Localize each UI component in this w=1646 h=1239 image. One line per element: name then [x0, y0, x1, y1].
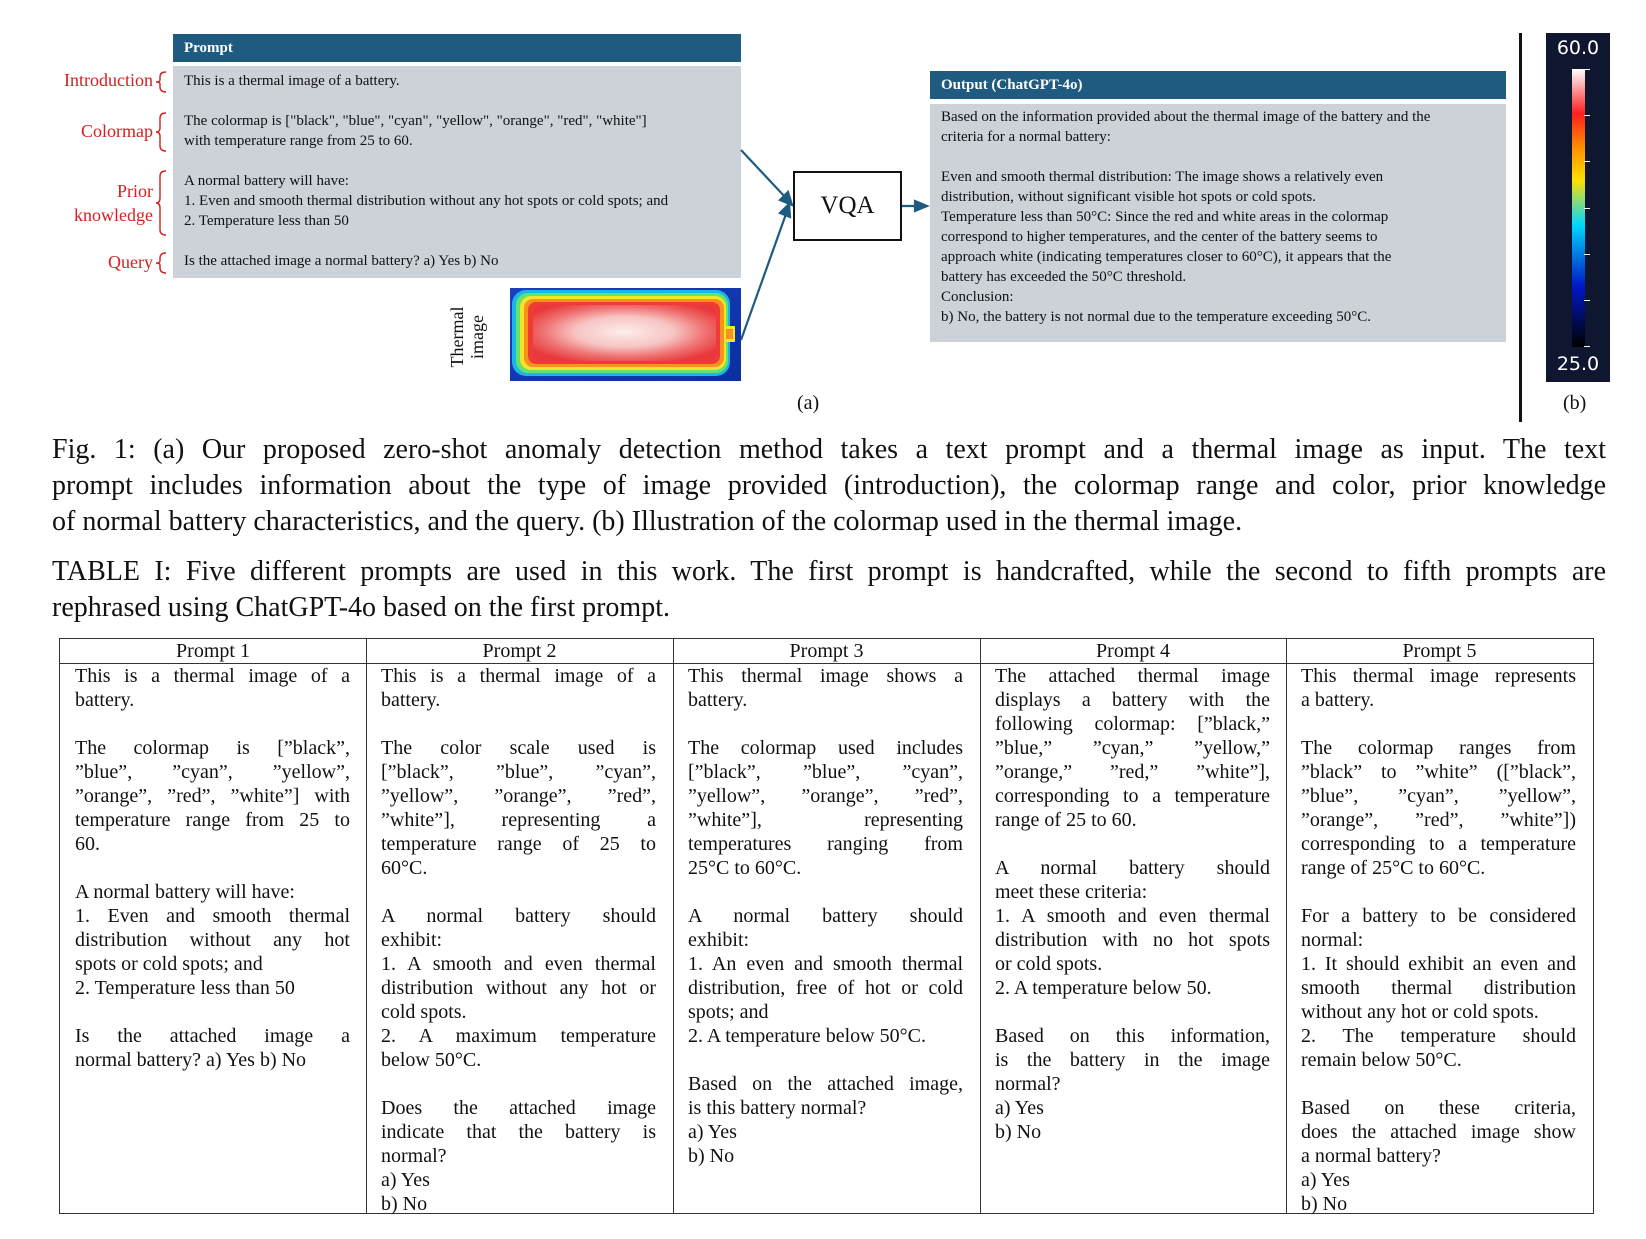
cell-line: battery.: [381, 689, 441, 711]
cell-line: [1301, 712, 1576, 736]
cell-line: a) Yes: [1301, 1169, 1350, 1191]
cell-line: [75, 856, 350, 880]
output-line: approach white (indicating temperatures closer to 60°C), it appears that the: [941, 249, 1392, 265]
cell-line: b) No: [995, 1121, 1042, 1143]
cell-line: a) Yes: [688, 1121, 737, 1143]
label-prior: Prior: [117, 181, 153, 201]
cell-line: normal?: [995, 1073, 1061, 1095]
section-braces: [152, 60, 170, 290]
cell-line: 2. A temperature below 50°C.: [688, 1025, 926, 1047]
cell-line: [995, 1000, 1270, 1024]
output-line: Conclusion:: [941, 289, 1014, 305]
label-query: Query: [108, 252, 153, 272]
cell-line: does the attached image show: [1301, 1121, 1576, 1143]
cell-line: temperature range from 25 to: [75, 809, 350, 831]
cell-line: without any hot or cold spots.: [1301, 1001, 1539, 1023]
cell-line: A normal battery should: [381, 905, 656, 927]
cell-line: 60°C.: [381, 857, 428, 879]
cell-line: distribution, free of hot or cold: [688, 977, 963, 999]
caption-line: Fig. 1: (a) Our proposed zero-shot anomaly detection method takes a text prompt and a thermal image as input. The text: [52, 434, 1606, 465]
cell-line: Does the attached image: [381, 1097, 656, 1119]
cell-prompt-5: [1301, 664, 1576, 1216]
cell-line: cold spots.: [381, 1001, 467, 1023]
prompt-line: This is a thermal image of a battery.: [184, 73, 400, 89]
caption-line: TABLE I: Five different prompts are used in this work. The first prompt is handcrafted, while the second to fifth prompts are: [52, 556, 1606, 587]
cell-line: [1301, 880, 1576, 904]
cell-line: This is a thermal image of a: [381, 665, 656, 687]
cell-line: The colormap ranges from: [1301, 737, 1576, 759]
output-line: distribution, without significant visible hot spots or cold spots.: [941, 189, 1316, 205]
cell-line: range of 25°C to 60°C.: [1301, 857, 1486, 879]
colorbar-max: 60.0: [1556, 37, 1600, 59]
cell-prompt-3: [688, 664, 963, 1168]
cell-line: [”black”, ”blue”, ”cyan”,: [688, 761, 963, 783]
cell-line: [381, 1072, 656, 1096]
cell-prompt-4: [995, 664, 1270, 1144]
cell-line: Based on this information,: [995, 1025, 1270, 1047]
cell-line: 2. A maximum temperature: [381, 1025, 656, 1047]
output-line: battery has exceeded the 50°C threshold.: [941, 269, 1187, 285]
colorbar-min: 25.0: [1556, 353, 1600, 375]
cell-line: The color scale used is: [381, 737, 656, 759]
cell-line: [688, 1048, 963, 1072]
cell-line: 1. Even and smooth thermal: [75, 905, 350, 927]
cell-line: The attached thermal image: [995, 665, 1270, 687]
cell-line: meet these criteria:: [995, 881, 1148, 903]
prompt-line: 2. Temperature less than 50: [184, 213, 349, 229]
colorbar: [1546, 33, 1610, 382]
col-divider: [1286, 639, 1287, 1213]
cell-line: 1. A smooth and even thermal: [995, 905, 1270, 927]
header-prompt-3: Prompt 3: [789, 640, 864, 662]
prompt-line: with temperature range from 25 to 60.: [184, 133, 413, 149]
cell-line: This thermal image represents: [1301, 665, 1576, 687]
cell-line: This is a thermal image of a: [75, 665, 350, 687]
cell-line: indicate that the battery is: [381, 1121, 656, 1143]
caption-line: of normal battery characteristics, and the query. (b) Illustration of the colormap used in the thermal image.: [52, 506, 1243, 537]
subfigure-a-label: (a): [797, 392, 820, 414]
cell-line: ”white”], representing: [688, 809, 963, 831]
cell-line: a) Yes: [995, 1097, 1044, 1119]
cell-line: remain below 50°C.: [1301, 1049, 1462, 1071]
cell-line: b) No: [688, 1145, 735, 1167]
cell-line: spots or cold spots; and: [75, 953, 263, 975]
col-divider: [980, 639, 981, 1213]
table-caption: [52, 554, 1606, 626]
cell-line: [995, 832, 1270, 856]
output-panel-title: Output (ChatGPT-4o): [930, 71, 1506, 99]
cell-line: For a battery to be considered: [1301, 905, 1576, 927]
cell-line: 1. It should exhibit an even and: [1301, 953, 1576, 975]
prompt-line: The colormap is ["black", "blue", "cyan", "yellow", "orange", "red", "white"]: [184, 113, 647, 129]
output-line: criteria for a normal battery:: [941, 129, 1111, 145]
cell-line: smooth thermal distribution: [1301, 977, 1576, 999]
cell-line: ”orange”, ”red”, ”white”]): [1301, 809, 1576, 831]
cell-line: 60.: [75, 833, 100, 855]
cell-line: distribution without any hot: [75, 929, 350, 951]
cell-line: normal?: [381, 1145, 447, 1167]
cell-line: ”blue”, ”cyan”, ”yellow”,: [75, 761, 350, 783]
cell-line: ”black” to ”white” ([”black”,: [1301, 761, 1576, 783]
cell-line: temperature range of 25 to: [381, 833, 656, 855]
cell-line: corresponding to a temperature: [1301, 833, 1576, 855]
cell-line: A normal battery should: [995, 857, 1270, 879]
cell-prompt-2: [381, 664, 656, 1216]
vqa-box: VQA: [793, 171, 902, 241]
header-prompt-5: Prompt 5: [1402, 640, 1477, 662]
cell-line: A normal battery should: [688, 905, 963, 927]
cell-line: ”blue,” ”cyan,” ”yellow,”: [995, 737, 1270, 759]
header-prompt-4: Prompt 4: [1096, 640, 1170, 662]
cell-line: below 50°C.: [381, 1049, 482, 1071]
label-colormap: Colormap: [81, 121, 153, 141]
col-divider: [673, 639, 674, 1213]
cell-line: [1301, 1072, 1576, 1096]
thermal-label-line: Thermal: [447, 306, 467, 368]
cell-line: battery.: [75, 689, 135, 711]
caption-line: rephrased using ChatGPT-4o based on the first prompt.: [52, 592, 670, 623]
cell-line: ”yellow”, ”orange”, ”red”,: [688, 785, 963, 807]
cell-line: Based on these criteria,: [1301, 1097, 1576, 1119]
cell-line: [688, 880, 963, 904]
cell-line: b) No: [1301, 1193, 1348, 1215]
cell-line: [381, 712, 656, 736]
cell-line: distribution without any hot or: [381, 977, 656, 999]
cell-line: The colormap used includes: [688, 737, 963, 759]
cell-line: or cold spots.: [995, 953, 1103, 975]
output-line: Temperature less than 50°C: Since the red and white areas in the colormap: [941, 209, 1389, 225]
figure-caption: [52, 432, 1606, 540]
cell-line: [381, 880, 656, 904]
cell-line: ”orange”, ”red”, ”white”] with: [75, 785, 350, 807]
cell-line: normal battery? a) Yes b) No: [75, 1049, 307, 1071]
cell-line: is the battery in the image: [995, 1049, 1270, 1071]
prompt-line: Is the attached image a normal battery? a) Yes b) No: [184, 253, 499, 269]
cell-line: [75, 1000, 350, 1024]
cell-line: normal:: [1301, 929, 1364, 951]
cell-line: [”black”, ”blue”, ”cyan”,: [381, 761, 656, 783]
cell-line: following colormap: [”black,”: [995, 713, 1270, 735]
cell-line: is this battery normal?: [688, 1097, 867, 1119]
output-line: correspond to higher temperatures, and the center of the battery seems to: [941, 229, 1378, 245]
cell-line: battery.: [688, 689, 748, 711]
thermal-image: [510, 288, 741, 381]
cell-line: a battery.: [1301, 689, 1375, 711]
header-prompt-1: Prompt 1: [176, 640, 250, 662]
prompt-line: 1. Even and smooth thermal distribution without any hot spots or cold spots; and: [184, 193, 669, 209]
cell-line: a normal battery?: [1301, 1145, 1441, 1167]
cell-line: 2. Temperature less than 50: [75, 977, 295, 999]
label-knowledge: knowledge: [74, 205, 153, 225]
cell-line: This thermal image shows a: [688, 665, 963, 687]
cell-line: [75, 712, 350, 736]
divider-line: [1519, 33, 1522, 422]
output-line: Based on the information provided about the thermal image of the battery and the: [941, 109, 1431, 125]
cell-line: distribution with no hot spots: [995, 929, 1270, 951]
cell-line: spots; and: [688, 1001, 769, 1023]
cell-line: 2. The temperature should: [1301, 1025, 1576, 1047]
output-line: b) No, the battery is not normal due to the temperature exceeding 50°C.: [941, 309, 1372, 325]
cell-line: range of 25 to 60.: [995, 809, 1137, 831]
cell-line: 1. A smooth and even thermal: [381, 953, 656, 975]
cell-line: exhibit:: [381, 929, 443, 951]
prompt-panel-body: [173, 66, 741, 278]
cell-line: exhibit:: [688, 929, 750, 951]
thermal-image-label: [447, 292, 491, 382]
cell-line: 25°C to 60°C.: [688, 857, 802, 879]
cell-prompt-1: [75, 664, 350, 1072]
cell-line: ”orange,” ”red,” ”white”],: [995, 761, 1270, 783]
header-prompt-2: Prompt 2: [482, 640, 557, 662]
prompts-table: [59, 638, 1594, 1214]
cell-line: displays a battery with the: [995, 689, 1270, 711]
cell-line: [688, 712, 963, 736]
prompt-panel-title: Prompt: [173, 34, 741, 62]
cell-line: ”white”], representing a: [381, 809, 656, 831]
cell-line: a) Yes: [381, 1169, 430, 1191]
output-panel-body: [930, 104, 1506, 342]
cell-line: temperatures ranging from: [688, 833, 963, 855]
cell-line: Based on the attached image,: [688, 1073, 963, 1095]
label-introduction: Introduction: [64, 70, 153, 90]
thermal-label-line: image: [467, 315, 487, 359]
cell-line: ”blue”, ”cyan”, ”yellow”,: [1301, 785, 1576, 807]
cell-line: 1. An even and smooth thermal: [688, 953, 963, 975]
output-line: Even and smooth thermal distribution: The image shows a relatively even: [941, 169, 1384, 185]
cell-line: The colormap is [”black”,: [75, 737, 350, 759]
cell-line: b) No: [381, 1193, 428, 1215]
cell-line: 2. A temperature below 50.: [995, 977, 1212, 999]
cell-line: Is the attached image a: [75, 1025, 350, 1047]
cell-line: ”yellow”, ”orange”, ”red”,: [381, 785, 656, 807]
prompt-line: A normal battery will have:: [184, 173, 349, 189]
col-divider: [366, 639, 367, 1213]
cell-line: A normal battery will have:: [75, 881, 295, 903]
subfigure-b-label: (b): [1563, 392, 1587, 414]
colorbar-ticks: [1584, 69, 1590, 347]
cell-line: corresponding to a temperature: [995, 785, 1270, 807]
caption-line: prompt includes information about the type of image provided (introduction), the colormap range and color, prior knowledge: [52, 470, 1606, 501]
